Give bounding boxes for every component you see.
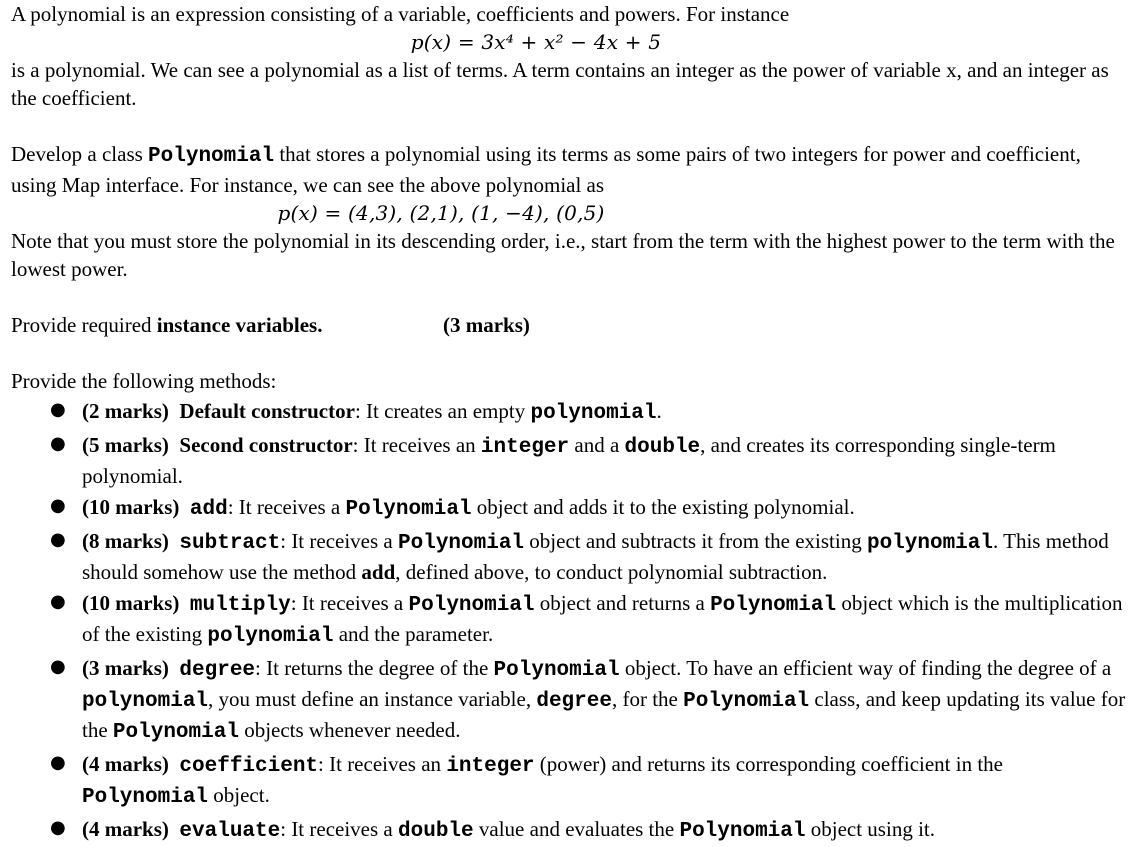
method-item	[11, 491, 1131, 525]
code-term: integer	[446, 754, 535, 778]
method-marks: (4 marks)	[82, 816, 169, 841]
spacer	[11, 283, 1131, 311]
bullet-dot-icon: ●	[50, 752, 66, 773]
method-item	[11, 813, 1131, 847]
method-item	[11, 429, 1131, 491]
code-term: Polynomial	[398, 531, 525, 555]
code-term: Polynomial	[112, 720, 239, 744]
method-text: : It receives a	[227, 494, 346, 519]
code-term: double	[624, 435, 701, 459]
order-note: Note that you must store the polynomial in its descending order, i.e., start from the term with the highest power to the term with the lowest power.	[11, 229, 1115, 281]
method-item	[11, 395, 1131, 429]
method-marks: (10 marks)	[82, 494, 180, 519]
iv-marks: (3 marks)	[443, 313, 530, 337]
document-page	[11, 0, 1131, 847]
method-text: : It receives an	[318, 751, 447, 776]
code-term: Polynomial	[82, 785, 209, 809]
method-item	[11, 525, 1131, 587]
iv-pre: Provide required	[11, 313, 157, 337]
code-term: degree	[536, 689, 612, 713]
method-name: Second constructor	[179, 432, 353, 457]
methods-list	[11, 395, 1131, 847]
method-code-name: coefficient	[179, 754, 319, 778]
method-text: object which is the multiplication of the existing	[82, 590, 1123, 646]
code-term: Polynomial	[345, 497, 472, 521]
method-text: : It receives a	[290, 590, 409, 615]
method-marks: (5 marks)	[82, 432, 169, 457]
method-text: object. To have an efficient way of finding the degree of a	[619, 655, 1112, 680]
code-term: Polynomial	[710, 593, 837, 617]
method-text: .	[656, 398, 662, 423]
method-text: objects whenever needed.	[238, 717, 461, 742]
method-text: : It receives a	[280, 816, 399, 841]
bullet-dot-icon: ●	[50, 656, 66, 677]
method-text: , you must define an instance variable,	[208, 686, 537, 711]
develop-paragraph	[11, 140, 1131, 199]
develop-pre: Develop a class	[11, 142, 149, 166]
method-text: class, and keep updating its value for the	[82, 686, 1126, 742]
method-item	[11, 652, 1131, 748]
code-term: Polynomial	[679, 819, 806, 843]
instance-variables-label	[11, 311, 443, 339]
method-text: object and returns a	[534, 590, 711, 615]
method-text: : It receives a	[280, 528, 399, 553]
bullet-dot-icon: ●	[50, 529, 66, 550]
method-text: object and adds it to the existing polynomial.	[471, 494, 855, 519]
pairs-formula	[11, 199, 1131, 227]
method-text: and the parameter.	[333, 621, 494, 646]
develop-post: that stores a polynomial using its terms as some pairs of two integers for power and coefficient, using Map interface. For instance, we can see the above polynomial as	[11, 142, 1081, 197]
code-term: Polynomial	[493, 658, 620, 682]
instance-variables-line	[11, 311, 1131, 339]
method-code-name: evaluate	[179, 819, 281, 843]
code-term: polynomial	[207, 624, 334, 648]
method-marks: (10 marks)	[82, 590, 180, 615]
method-code-name: multiply	[189, 593, 291, 617]
method-code-name: degree	[179, 658, 256, 682]
bullet-dot-icon: ●	[50, 399, 66, 420]
method-text: object.	[208, 782, 270, 807]
method-text: . This method should somehow use the method	[82, 528, 1109, 584]
code-term: Polynomial	[683, 689, 810, 713]
method-text: , defined above, to conduct polynomial subtraction.	[395, 559, 828, 584]
method-text: : It returns the degree of the	[255, 655, 494, 680]
code-term: polynomial	[866, 531, 993, 555]
method-code-name: subtract	[179, 531, 281, 555]
method-name: Default constructor	[179, 398, 355, 423]
code-term: double	[398, 819, 474, 843]
method-text: , and creates its corresponding single-term polynomial.	[82, 432, 1056, 488]
method-text: : It receives an	[352, 432, 481, 457]
intro-text-2: is a polynomial. We can see a polynomial as a list of terms. A term contains an integer as the power of variable x, and an integer as the coefficient.	[11, 58, 1109, 110]
method-marks: (2 marks)	[82, 398, 169, 423]
method-marks: (4 marks)	[82, 751, 169, 776]
method-marks: (8 marks)	[82, 528, 169, 553]
bullet-dot-icon: ●	[50, 591, 66, 612]
formula-text: p(x) = 3x⁴ + x² − 4x + 5	[410, 30, 662, 54]
method-text: (power) and returns its corresponding coefficient in the	[534, 751, 1003, 776]
method-text: value and evaluates the	[473, 816, 680, 841]
method-text: object and subtracts it from the existing	[524, 528, 867, 553]
method-text: object using it.	[805, 816, 935, 841]
spacer	[11, 339, 1131, 367]
method-marks: (3 marks)	[82, 655, 169, 680]
bullet-dot-icon: ●	[50, 817, 66, 838]
method-code-name: add	[189, 497, 228, 521]
method-item	[11, 748, 1131, 813]
spacer	[11, 112, 1131, 140]
code-term: polynomial	[530, 401, 657, 425]
bold-term: add	[361, 559, 396, 584]
methods-intro: Provide the following methods:	[11, 369, 277, 393]
method-text: : It creates an empty	[354, 398, 531, 423]
code-term: Polynomial	[408, 593, 535, 617]
method-text: and a	[569, 432, 625, 457]
pairs-formula-text: p(x) = (4,3), (2,1), (1, −4), (0,5)	[277, 201, 605, 225]
polynomial-formula	[11, 28, 1131, 56]
method-item	[11, 587, 1131, 652]
code-term: integer	[480, 435, 570, 459]
intro-text: A polynomial is an expression consisting of a variable, coefficients and powers. For instance	[11, 2, 790, 26]
bullet-dot-icon: ●	[50, 433, 66, 454]
bullet-dot-icon: ●	[50, 495, 66, 516]
code-term: polynomial	[82, 689, 209, 713]
method-text: , for the	[611, 686, 684, 711]
class-name: Polynomial	[148, 145, 275, 168]
iv-bold: instance variables.	[156, 313, 323, 337]
